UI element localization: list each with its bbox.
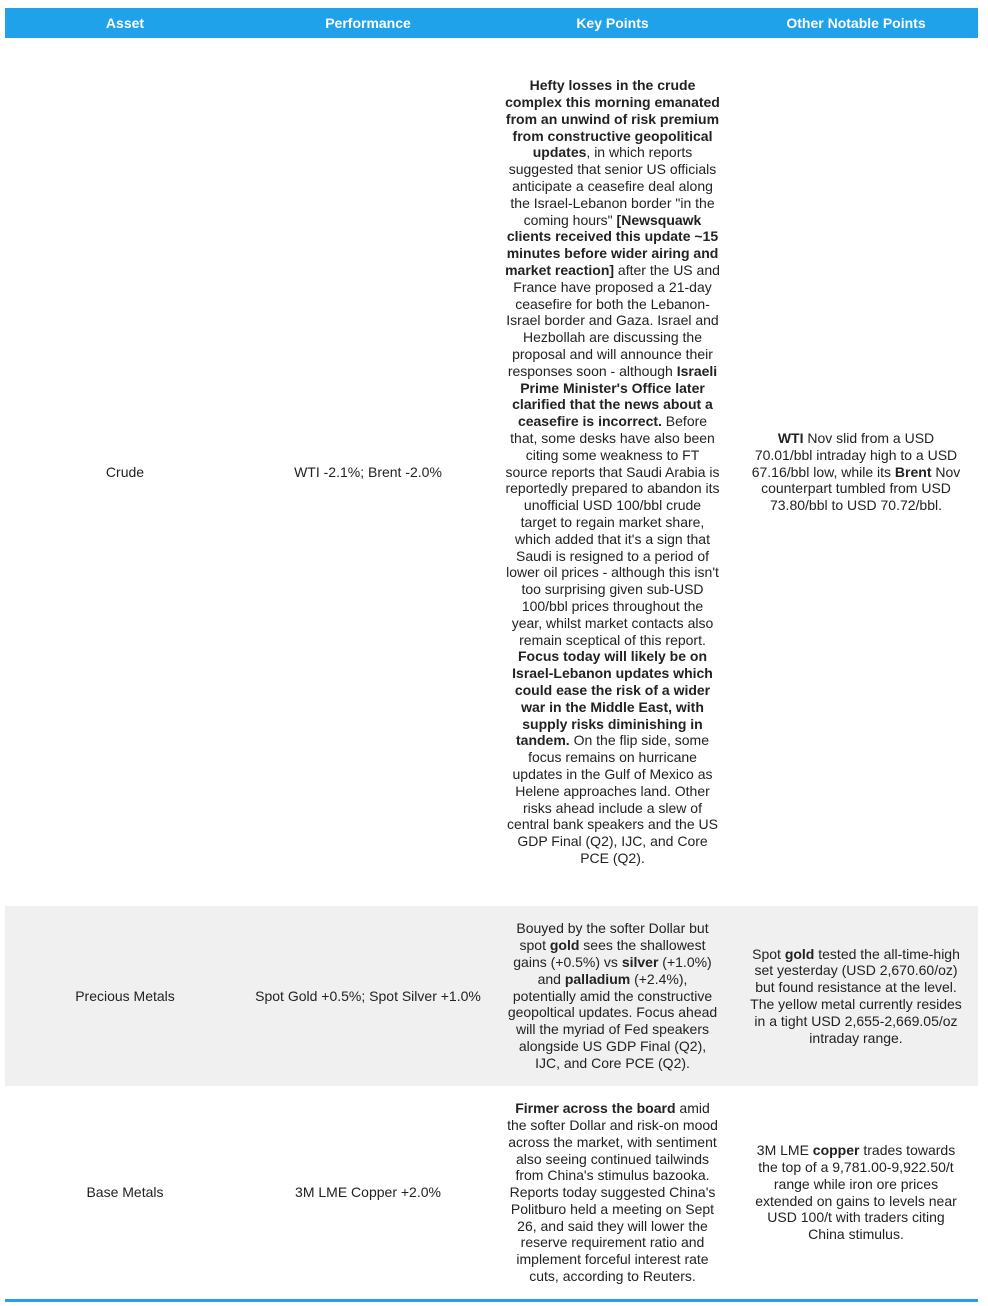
other-points-text: trades towards the top of a 9,781.00-9,922.50/t range while iron ore prices extended on gains to levels near USD 100/t with traders citing China stimulus. bbox=[755, 1142, 957, 1243]
header-performance: Performance bbox=[325, 15, 411, 31]
key-points-cell bbox=[491, 1100, 734, 1285]
key-points-text: palladium bbox=[564, 970, 631, 987]
key-points-cell bbox=[491, 920, 734, 1071]
other-points-text: Nov slid from a USD 70.01/bbl intraday high to a USD 67.16/bbl low, while its bbox=[751, 430, 958, 480]
other-points-text: Spot bbox=[752, 945, 785, 962]
table-header bbox=[5, 8, 978, 38]
key-points-text: , in which reports suggested that senior US officials anticipate a ceasefire deal along the Israel-Lebanon border "in the coming hours" bbox=[508, 144, 717, 228]
key-points-text: Before that, some desks have also been citing some weakness to FT source reports that Saudi Arabia is reportedly prepared to abandon its unofficial USD 100/bbl crude target to regain market share, which added that it's a sign that Saudi is resigned to a period of lower oil prices - although this isn't too surprising given sub-USD 100/bbl prices throughout the year, whilst market contacts also remain sceptical of this report. bbox=[505, 413, 720, 648]
key-points-text: Bouyed by the softer Dollar but spot bbox=[516, 920, 709, 954]
key-points-text: after the US and France have proposed a 21-day ceasefire for both the Lebanon-Israel border and Gaza. Israel and Hezbollah are discussing the proposal and will announce their responses soon - although bbox=[506, 262, 720, 379]
performance-cell: 3M LME Copper +2.0% bbox=[295, 1184, 441, 1201]
table-row bbox=[5, 38, 978, 906]
key-points-cell bbox=[491, 77, 734, 866]
other-points-text: 3M LME bbox=[756, 1142, 813, 1159]
key-points-text: silver bbox=[621, 954, 659, 970]
table-row bbox=[5, 1086, 978, 1299]
performance-cell: Spot Gold +0.5%; Spot Silver +1.0% bbox=[255, 987, 481, 1004]
performance-cell: WTI -2.1%; Brent -2.0% bbox=[294, 463, 442, 480]
key-points-text: Focus today will likely be on Israel-Lebanon updates which could ease the risk of a wider war in the Middle East, with supply risks diminishing in tandem. bbox=[512, 648, 713, 749]
other-points-text: gold bbox=[784, 945, 815, 962]
other-points-cell bbox=[734, 430, 978, 514]
other-points-text: Nov counterpart tumbled from USD 73.80/bbl to USD 70.72/bbl. bbox=[761, 463, 961, 514]
other-points-cell bbox=[734, 1142, 978, 1243]
key-points-text: Firmer across the board bbox=[515, 1100, 676, 1117]
table-row bbox=[5, 906, 978, 1086]
header-key-points: Key Points bbox=[576, 15, 649, 31]
table-bottom-rule bbox=[5, 1299, 978, 1302]
other-points-text: Brent bbox=[894, 463, 932, 480]
key-points-text: On the flip side, some focus remains on hurricane updates in the Gulf of Mexico as Helene approaches land. Other risks ahead include a slew of central bank speakers and the US GDP Final (Q2), IJC, and Core PCE (Q2). bbox=[507, 732, 718, 866]
key-points-text: gold bbox=[549, 937, 580, 954]
commodities-table bbox=[5, 8, 978, 1299]
key-points-text: Hefty losses in the crude complex this morning emanated from an unwind of risk premium from constructive geopolitical updates bbox=[505, 77, 720, 161]
header-other-notable-points: Other Notable Points bbox=[786, 15, 926, 31]
other-points-cell bbox=[734, 946, 978, 1047]
other-points-text: copper bbox=[812, 1142, 860, 1159]
asset-cell: Base Metals bbox=[86, 1184, 164, 1201]
key-points-text: (+1.0%) and bbox=[537, 954, 712, 987]
key-points-text: amid the softer Dollar and risk-on mood across the market, with sentiment also seeing continued tailwinds from China's stimulus bazooka. Reports today suggested China's Politburo held a meeting on Sept 26, and said they will lower the reserve requirement ratio and implement forceful interest rate cuts, according to Reuters. bbox=[507, 1100, 718, 1285]
asset-cell: Crude bbox=[105, 463, 145, 480]
key-points-text: Israeli Prime Minister's Office later clarified that the news about a ceasefire is incorrect. bbox=[512, 362, 718, 430]
other-points-text: WTI bbox=[777, 430, 804, 446]
key-points-text: [Newsquawk clients received this update ~15 minutes before wider airing and market reaction] bbox=[505, 211, 719, 279]
key-points-text: sees the shallowest gains (+0.5%) vs bbox=[513, 937, 706, 970]
asset-cell: Precious Metals bbox=[75, 987, 175, 1004]
key-points-text: (+2.4%), potentially amid the constructive geopoltical updates. Focus ahead will the myriad of Fed speakers alongside US GDP Final (Q2), IJC, and Core PCE (Q2). bbox=[507, 970, 718, 1071]
other-points-text: tested the all-time-high set yesterday (USD 2,670.60/oz) but found resistance at the level. The yellow metal currently resides in a tight USD 2,655-2,669.05/oz intraday range. bbox=[750, 945, 962, 1046]
header-asset: Asset bbox=[105, 15, 145, 31]
